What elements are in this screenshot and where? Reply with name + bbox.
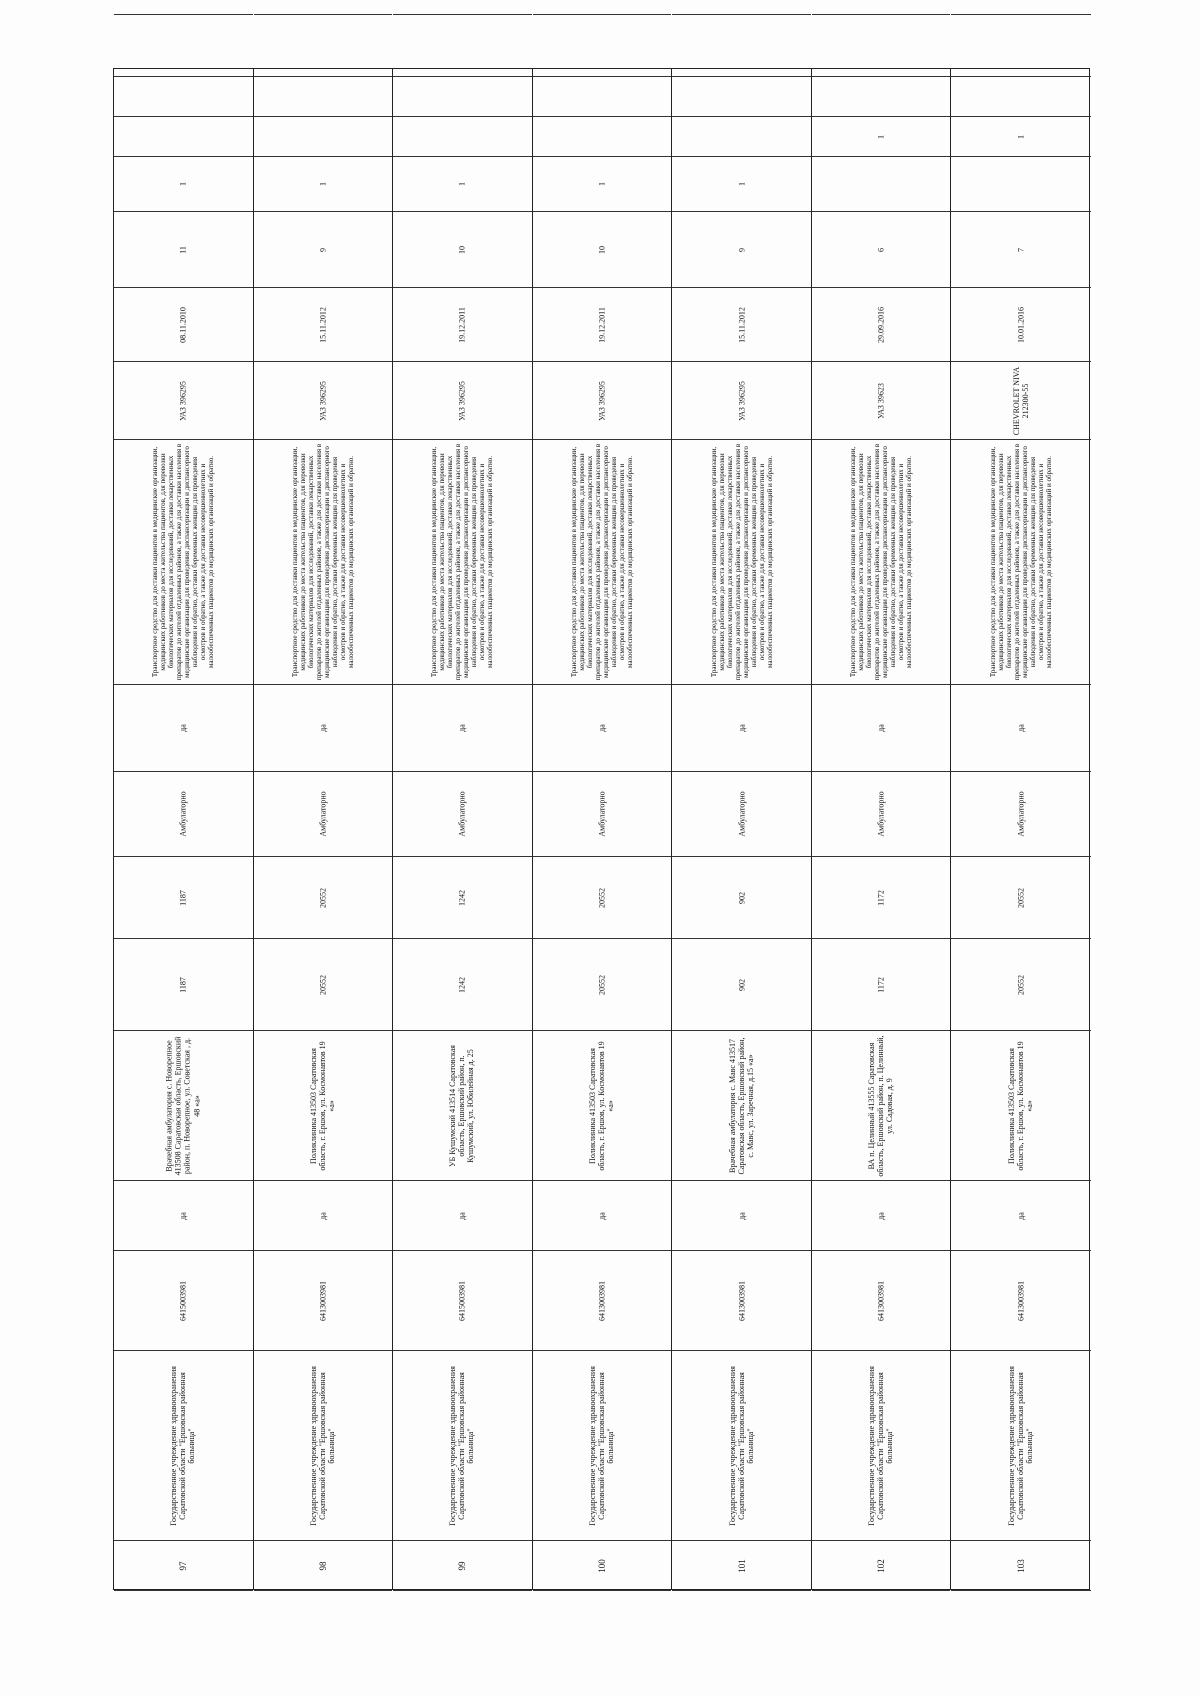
cell-age: [254, 212, 393, 288]
cell-text-date: 29.09.2016: [876, 306, 886, 343]
cell-text-pop1: 1242: [457, 976, 467, 993]
cell-text-count: 1: [597, 182, 607, 186]
cell-text-org: Государственное учреждение здравоохранения Саратовской области "Ершовская районная больница": [169, 1365, 197, 1526]
cell-no: [254, 1541, 393, 1591]
cell-text-flag1: да: [1016, 1211, 1026, 1220]
cell-text-no: 99: [457, 1561, 468, 1570]
cell-age: [812, 212, 951, 288]
cell-date: [254, 288, 393, 362]
cell-purpose: [254, 440, 393, 685]
cell-text-date: 10.01.2016: [1016, 306, 1026, 343]
cell-pop1: [812, 939, 951, 1031]
cell-date: [393, 288, 532, 362]
cell-text-inn: 6413003981: [597, 1280, 607, 1321]
cell-text-address: Поликлиника 413503 Саратовская область, г. Ершов, ул. Космонавтов 19 «а»: [309, 1040, 337, 1171]
cell-vehicle: [254, 362, 393, 440]
cell-text-age: 7: [1016, 247, 1026, 252]
cell-vehicle: [114, 362, 253, 440]
cell-address: [672, 1031, 811, 1181]
cell-e3: [114, 0, 253, 15]
cell-e3: [812, 0, 951, 15]
cell-extra: [533, 117, 672, 157]
cell-inn: [533, 1251, 672, 1351]
cell-flag1: [951, 1181, 1091, 1251]
cell-text-pop2: 902: [736, 891, 746, 904]
cell-text-type: Амбулаторно: [597, 791, 607, 837]
cell-text-pop1: 20552: [1016, 974, 1026, 995]
cell-text-vehicle: УАЗ 396295: [318, 380, 328, 421]
cell-text-extra: 1: [1016, 134, 1026, 139]
cell-text-inn: 6413003981: [876, 1280, 886, 1321]
cell-vehicle: [812, 362, 951, 440]
cell-purpose: [533, 440, 672, 685]
cell-extra: [254, 117, 393, 157]
cell-date: [672, 288, 811, 362]
cell-e1: [951, 77, 1091, 117]
cell-type: [951, 772, 1091, 857]
cell-e2: [812, 15, 951, 77]
cell-text-pop1: 1172: [876, 976, 886, 993]
cell-count: [812, 157, 951, 212]
cell-text-date: 19.12.2011: [457, 306, 467, 343]
cell-text-purpose: Транспортное средство для доставки пациентов в медицинские организации, медицинских работников до места жительства пациентов, для перевозки биологических материалов для исследований, доставки лекарственных препаратов до жителей отдаленных районов, а также для доставки населения в медицинские организации для проведения диспансеризации и диспансерного наблюдения и обратно, доставки беременных женщин для проведения осмотров и обратно, а также для доставки несовершеннолетних и малообеспеченных пациентов до медицинских организаций и обратно.: [709, 443, 774, 681]
cell-text-count: 1: [457, 182, 467, 186]
cell-text-type: Амбулаторно: [876, 791, 886, 837]
cell-text-flag2: да: [318, 724, 328, 732]
cell-inn: [114, 1251, 253, 1351]
cell-no: [812, 1541, 951, 1591]
cell-text-flag2: да: [597, 724, 607, 732]
cell-text-no: 102: [875, 1558, 886, 1573]
cell-pop1: [951, 939, 1091, 1031]
cell-inn: [254, 1251, 393, 1351]
cell-extra: [812, 117, 951, 157]
cell-text-flag1: да: [597, 1211, 607, 1220]
cell-text-purpose: Транспортное средство для доставки пациентов в медицинские организации, медицинских работников до места жительства пациентов, для перевозки биологических материалов для исследований, доставки лекарственных препаратов до жителей отдаленных районов, а также для доставки населения в медицинские организации для проведения диспансеризации и диспансерного наблюдения и обратно, доставки беременных женщин для проведения осмотров и обратно, а также для доставки несовершеннолетних и малообеспеченных пациентов до медицинских организаций и обратно.: [569, 443, 635, 681]
cell-inn: [393, 1251, 532, 1351]
cell-text-org: Государственное учреждение здравоохранения Саратовской области "Ершовская районная больница": [588, 1365, 616, 1526]
cell-extra: [114, 117, 253, 157]
cell-flag1: [812, 1181, 951, 1251]
cell-pop1: [254, 939, 393, 1031]
cell-no: [393, 1541, 532, 1591]
cell-text-type: Амбулаторно: [457, 791, 467, 837]
cell-org: [393, 1351, 532, 1541]
cell-text-flag1: да: [178, 1211, 188, 1220]
table-row: [254, 69, 394, 1589]
cell-text-vehicle: УАЗ 396295: [597, 380, 607, 421]
cell-text-org: Государственное учреждение здравоохранения Саратовской области "Ершовская районная больница": [727, 1365, 756, 1526]
cell-count: [672, 157, 811, 212]
cell-age: [672, 212, 811, 288]
cell-text-count: 1: [736, 182, 746, 186]
cell-text-flag2: да: [1016, 724, 1026, 732]
cell-purpose: [812, 440, 951, 685]
cell-e1: [533, 77, 672, 117]
cell-org: [672, 1351, 811, 1541]
cell-text-address: ВА п. Целинный 413555 Саратовская область, Ершовский район, п. Целинный, ул. Садовая, д. 9: [867, 1034, 895, 1177]
cell-inn: [812, 1251, 951, 1351]
cell-e3: [951, 0, 1091, 15]
cell-text-type: Амбулаторно: [1016, 791, 1026, 837]
cell-text-org: Государственное учреждение здравоохранения Саратовской области "Ершовская районная больница": [867, 1365, 895, 1526]
cell-e3: [393, 0, 532, 15]
cell-vehicle: [672, 362, 811, 440]
vehicle-register-table: [113, 68, 1090, 1590]
cell-org: [533, 1351, 672, 1541]
cell-pop2: [533, 857, 672, 939]
table-row: [672, 69, 812, 1589]
cell-org: [812, 1351, 951, 1541]
cell-flag1: [393, 1181, 532, 1251]
cell-text-date: 15.11.2012: [736, 306, 746, 343]
cell-purpose: [672, 440, 811, 685]
cell-date: [533, 288, 672, 362]
cell-text-pop2: 20552: [597, 887, 607, 908]
cell-pop2: [672, 857, 811, 939]
cell-text-address: УБ Кушумский 413514 Саратовская область, Ершовский район, п. Кушумский, ул. Юбилейная д. 25: [448, 1044, 477, 1167]
cell-type: [254, 772, 393, 857]
cell-date: [951, 288, 1091, 362]
cell-text-inn: 6413003981: [1016, 1280, 1026, 1321]
cell-text-pop1: 1187: [178, 976, 188, 993]
cell-text-type: Амбулаторно: [736, 791, 746, 837]
cell-text-address: Врачебная амбулатория с. Мавс 413517 Саратовская область, Ершовский район, с. Мавс, ул. Заречная, д.15 «а»: [727, 1037, 756, 1174]
cell-text-org: Государственное учреждение здравоохранения Саратовской области "Ершовская районная больница": [1007, 1365, 1035, 1526]
cell-text-flag1: да: [876, 1211, 886, 1220]
cell-text-no: 101: [736, 1558, 747, 1573]
cell-text-flag2: да: [457, 724, 467, 732]
cell-text-date: 08.11.2010: [178, 306, 188, 343]
cell-extra: [951, 117, 1091, 157]
cell-text-no: 98: [317, 1561, 328, 1570]
cell-e1: [672, 77, 811, 117]
cell-flag2: [672, 685, 811, 772]
cell-text-flag1: да: [736, 1211, 746, 1220]
cell-text-pop2: 1187: [178, 889, 188, 906]
table-row: [393, 69, 533, 1589]
cell-org: [254, 1351, 393, 1541]
cell-text-date: 19.12.2011: [597, 306, 607, 343]
cell-flag1: [114, 1181, 253, 1251]
cell-e3: [672, 0, 811, 15]
cell-text-purpose: Транспортное средство для доставки пациентов в медицинские организации, медицинских работников до места жительства пациентов, для перевозки биологических материалов для исследований, доставки лекарственных препаратов до жителей отдаленных районов, а также для доставки населения в медицинские организации для проведения диспансеризации и диспансерного наблюдения и обратно, доставки беременных женщин для проведения осмотров и обратно, а также для доставки несовершеннолетних и малообеспеченных пациентов до медицинских организаций и обратно.: [430, 443, 495, 681]
cell-type: [114, 772, 253, 857]
cell-flag2: [812, 685, 951, 772]
cell-text-type: Амбулаторно: [318, 791, 328, 837]
cell-inn: [951, 1251, 1091, 1351]
cell-pop2: [393, 857, 532, 939]
cell-text-inn: 6413003981: [318, 1280, 328, 1321]
cell-type: [672, 772, 811, 857]
cell-type: [393, 772, 532, 857]
cell-text-vehicle: УАЗ 396295: [457, 380, 467, 421]
cell-flag2: [951, 685, 1091, 772]
cell-flag1: [254, 1181, 393, 1251]
cell-count: [114, 157, 253, 212]
cell-text-address: Поликлиника 413503 Саратовская область, г. Ершов, ул. Космонавтов 19 «а»: [588, 1040, 616, 1171]
cell-vehicle: [393, 362, 532, 440]
table-row: [114, 69, 254, 1589]
cell-inn: [672, 1251, 811, 1351]
cell-text-type: Амбулаторно: [178, 791, 188, 837]
cell-text-purpose: Транспортное средство для доставки пациентов в медицинские организации, медицинских работников до места жительства пациентов, для перевозки биологических материалов для исследований, доставки лекарственных препаратов до жителей отдаленных районов, а также для доставки населения в медицинские организации для проведения диспансеризации и диспансерного наблюдения и обратно, доставки беременных женщин для проведения осмотров и обратно, а также для доставки несовершеннолетних и малообеспеченных пациентов до медицинских организаций и обратно.: [848, 443, 914, 681]
cell-text-age: 11: [178, 245, 188, 254]
cell-e2: [951, 15, 1091, 77]
cell-text-pop2: 20552: [318, 887, 328, 908]
cell-text-purpose: Транспортное средство для доставки пациентов в медицинские организации, медицинских работников до места жительства пациентов, для перевозки биологических материалов для исследований, доставки лекарственных препаратов до жителей отдаленных районов, а также для доставки населения в медицинские организации для проведения диспансеризации и диспансерного наблюдения и обратно, доставки беременных женщин для проведения осмотров и обратно, а также для доставки несовершеннолетних и малообеспеченных пациентов до медицинских организаций и обратно.: [989, 443, 1054, 681]
cell-text-flag2: да: [178, 724, 188, 732]
cell-vehicle: [533, 362, 672, 440]
cell-flag1: [533, 1181, 672, 1251]
cell-text-pop2: 1242: [457, 889, 467, 906]
cell-text-pop2: 1172: [876, 889, 886, 906]
cell-count: [393, 157, 532, 212]
cell-text-age: 6: [876, 247, 886, 252]
cell-e3: [533, 0, 672, 15]
cell-flag2: [114, 685, 253, 772]
cell-address: [533, 1031, 672, 1181]
cell-e3: [254, 0, 393, 15]
cell-no: [672, 1541, 811, 1591]
cell-no: [533, 1541, 672, 1591]
cell-count: [951, 157, 1091, 212]
cell-age: [951, 212, 1091, 288]
cell-address: [812, 1031, 951, 1181]
cell-pop2: [951, 857, 1091, 939]
cell-text-inn: 6415003981: [178, 1280, 188, 1321]
table-row: [533, 69, 673, 1589]
cell-purpose: [114, 440, 253, 685]
cell-date: [114, 288, 253, 362]
cell-pop2: [114, 857, 253, 939]
cell-age: [533, 212, 672, 288]
cell-org: [951, 1351, 1091, 1541]
cell-address: [951, 1031, 1091, 1181]
cell-e1: [254, 77, 393, 117]
cell-text-address: Поликлиника 413503 Саратовская область, г. Ершов, ул. Космонавтов 19 «а»: [1007, 1040, 1035, 1171]
cell-purpose: [393, 440, 532, 685]
cell-flag2: [254, 685, 393, 772]
cell-text-purpose: Транспортное средство для доставки пациентов в медицинские организации, медицинских работников до места жительства пациентов, для перевозки биологических материалов для исследований, доставки лекарственных препаратов до жителей отдаленных районов, а также для доставки населения в медицинские организации для проведения диспансеризации и диспансерного наблюдения и обратно, доставки беременных женщин для проведения осмотров и обратно, а также для доставки несовершеннолетних и малообеспеченных пациентов до медицинских организаций и обратно.: [290, 443, 355, 681]
table-row: [951, 69, 1091, 1589]
cell-text-pop1: 902: [736, 978, 746, 991]
cell-pop1: [393, 939, 532, 1031]
cell-text-age: 9: [318, 247, 328, 252]
cell-text-extra: 1: [876, 134, 886, 139]
cell-e2: [393, 15, 532, 77]
cell-text-vehicle: CHEVROLET NIVA 212300-55: [1012, 366, 1031, 435]
cell-e2: [533, 15, 672, 77]
cell-address: [393, 1031, 532, 1181]
cell-text-inn: 6413003981: [736, 1280, 746, 1321]
cell-e2: [672, 15, 811, 77]
cell-text-count: 1: [318, 182, 328, 186]
cell-text-vehicle: УАЗ 396295: [178, 380, 188, 421]
cell-no: [114, 1541, 253, 1591]
cell-age: [114, 212, 253, 288]
cell-flag1: [672, 1181, 811, 1251]
cell-purpose: [951, 440, 1091, 685]
cell-e2: [254, 15, 393, 77]
cell-text-no: 100: [596, 1558, 607, 1573]
cell-text-purpose: Транспортное средство для доставки пациентов в медицинские организации, медицинских работников до места жительства пациентов, для перевозки биологических материалов для исследований, доставки лекарственных препаратов до жителей отдаленных районов, а также для доставки населения в медицинские организации для проведения диспансеризации и диспансерного наблюдения и обратно, доставки беременных женщин для проведения осмотров и обратно, а также для доставки несовершеннолетних и малообеспеченных пациентов до медицинских организаций и обратно.: [151, 443, 216, 681]
cell-address: [114, 1031, 253, 1181]
cell-pop2: [812, 857, 951, 939]
cell-count: [533, 157, 672, 212]
cell-extra: [672, 117, 811, 157]
cell-text-pop1: 20552: [318, 974, 328, 995]
cell-e2: [114, 15, 253, 77]
cell-text-no: 103: [1016, 1558, 1027, 1573]
cell-age: [393, 212, 532, 288]
cell-vehicle: [951, 362, 1091, 440]
cell-count: [254, 157, 393, 212]
cell-text-pop1: 20552: [597, 974, 607, 995]
cell-text-date: 15.11.2012: [318, 306, 328, 343]
cell-text-age: 10: [457, 245, 467, 254]
cell-text-age: 10: [597, 245, 607, 254]
cell-text-flag2: да: [876, 724, 886, 732]
cell-text-no: 97: [178, 1561, 189, 1570]
cell-type: [812, 772, 951, 857]
cell-no: [951, 1541, 1091, 1591]
cell-e1: [812, 77, 951, 117]
cell-text-count: 1: [178, 182, 188, 186]
cell-text-flag1: да: [318, 1211, 328, 1220]
cell-flag2: [533, 685, 672, 772]
cell-text-flag2: да: [736, 724, 746, 732]
cell-org: [114, 1351, 253, 1541]
cell-pop1: [672, 939, 811, 1031]
cell-text-org: Государственное учреждение здравоохранения Саратовской области "Ершовская районная больница": [309, 1365, 337, 1526]
cell-text-address: Врачебная амбулатория с. Новорепное 413508 Саратовская область, Ершовский район, п. Новорепное, ул. Советская , д. 48 «а»: [164, 1036, 202, 1175]
cell-pop2: [254, 857, 393, 939]
cell-e1: [114, 77, 253, 117]
cell-address: [254, 1031, 393, 1181]
table-row: [812, 69, 952, 1589]
cell-text-inn: 6415003981: [457, 1280, 467, 1321]
cell-pop1: [533, 939, 672, 1031]
cell-e1: [393, 77, 532, 117]
cell-pop1: [114, 939, 253, 1031]
cell-text-vehicle: УАЗ 39623: [876, 382, 886, 419]
cell-text-flag1: да: [457, 1211, 467, 1220]
cell-text-org: Государственное учреждение здравоохранения Саратовской области "Ершовская районная больница": [448, 1365, 477, 1526]
cell-text-age: 9: [736, 247, 746, 252]
cell-flag2: [393, 685, 532, 772]
cell-text-pop2: 20552: [1016, 887, 1026, 908]
cell-type: [533, 772, 672, 857]
cell-text-vehicle: УАЗ 396295: [736, 380, 746, 421]
cell-date: [812, 288, 951, 362]
cell-extra: [393, 117, 532, 157]
